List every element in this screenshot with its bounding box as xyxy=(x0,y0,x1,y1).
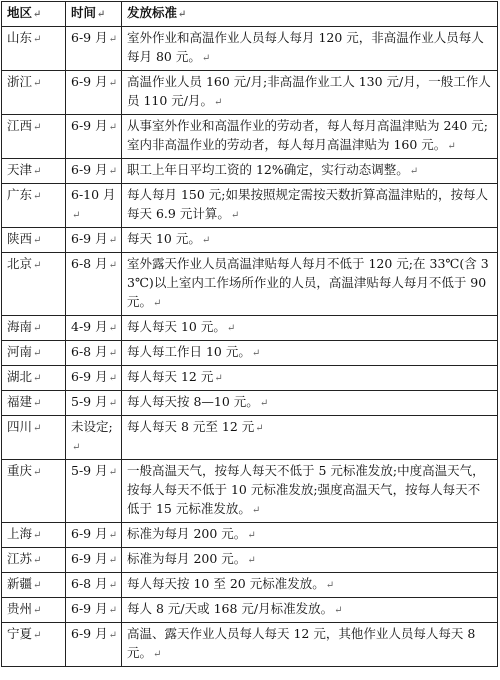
cell-region xyxy=(2,27,66,71)
cell-standard xyxy=(122,159,498,184)
paragraph-mark-icon: ↵ xyxy=(201,235,211,246)
table-row xyxy=(2,548,498,573)
paragraph-mark-icon: ↵ xyxy=(108,323,117,334)
cell-region-text: 广东 xyxy=(7,187,33,202)
paragraph-mark-icon: ↵ xyxy=(214,97,223,108)
table-row xyxy=(2,523,498,548)
cell-region xyxy=(2,71,66,115)
paragraph-mark-icon: ↵ xyxy=(33,605,42,616)
paragraph-mark-icon: ↵ xyxy=(247,555,256,566)
cell-time xyxy=(66,416,122,460)
cell-standard-text: 一般高温天气，按每人每天不低于 5 元标准发放;中度高温天气，按每人每天不低于 10 元标准发放;强度高温天气，按每人每天不低于 15 元标准发放。 xyxy=(127,463,485,516)
cell-standard-text: 每人每天 10 元。 xyxy=(127,319,226,334)
cell-standard xyxy=(122,316,498,341)
cell-time xyxy=(66,71,122,115)
cell-standard-text: 每人每天按 8—10 元。 xyxy=(127,394,259,409)
cell-standard xyxy=(122,573,498,598)
paragraph-mark-icon: ↵ xyxy=(33,122,42,133)
cell-region xyxy=(2,184,66,228)
cell-time xyxy=(66,523,122,548)
cell-region-text: 湖北 xyxy=(7,369,33,384)
paragraph-mark-icon: ↵ xyxy=(33,630,42,641)
paragraph-mark-icon: ↵ xyxy=(108,630,117,641)
cell-time-text: 6-9 月 xyxy=(71,601,108,616)
cell-region xyxy=(2,623,66,667)
cell-standard-text: 高温作业人员 160 元/月;非高温作业工人 130 元/月，一般工作人员 110 元/月。 xyxy=(127,74,491,108)
cell-region-text: 北京 xyxy=(7,256,33,271)
table-row xyxy=(2,598,498,623)
cell-standard-text: 每人每天按 10 至 20 元标准发放。 xyxy=(127,576,325,591)
paragraph-mark-icon: ↵ xyxy=(33,78,42,89)
paragraph-mark-icon: ↵ xyxy=(72,210,81,221)
cell-standard xyxy=(122,366,498,391)
paragraph-mark-icon: ↵ xyxy=(33,530,42,541)
paragraph-mark-icon: ↵ xyxy=(33,580,42,591)
paragraph-mark-icon: ↵ xyxy=(153,298,162,309)
header-time xyxy=(66,2,122,27)
cell-region-text: 陕西 xyxy=(7,231,33,246)
paragraph-mark-icon: ↵ xyxy=(33,260,42,271)
cell-region xyxy=(2,341,66,366)
cell-region-text: 海南 xyxy=(7,319,33,334)
cell-standard xyxy=(122,184,498,228)
cell-time-text: 6-9 月 xyxy=(71,369,108,384)
cell-standard-text: 室外露天作业人员高温津贴每人每月不低于 120 元;在 33℃(含 33℃)以上室内工作场所作业的人员，高温津贴每人每月不低于 90 元。 xyxy=(127,256,489,309)
paragraph-mark-icon: ↵ xyxy=(447,141,456,152)
cell-time xyxy=(66,316,122,341)
paragraph-mark-icon: ↵ xyxy=(33,34,42,45)
cell-region xyxy=(2,460,66,523)
cell-standard xyxy=(122,115,498,159)
header-standard xyxy=(122,2,498,27)
cell-region xyxy=(2,573,66,598)
paragraph-mark-icon: ↵ xyxy=(33,191,42,202)
paragraph-mark-icon: ↵ xyxy=(97,9,106,20)
paragraph-mark-icon: ↵ xyxy=(108,398,117,409)
cell-region-text: 江苏 xyxy=(7,551,33,566)
cell-region-text: 福建 xyxy=(7,394,33,409)
cell-standard xyxy=(122,548,498,573)
cell-time xyxy=(66,159,122,184)
header-time-label: 时间 xyxy=(71,5,97,20)
paragraph-mark-icon: ↵ xyxy=(108,166,117,177)
table-header-row xyxy=(2,2,498,27)
cell-standard-text: 每天 10 元。 xyxy=(127,231,201,246)
cell-region xyxy=(2,228,66,253)
paragraph-mark-icon: ↵ xyxy=(33,555,42,566)
paragraph-mark-icon: ↵ xyxy=(72,442,81,453)
cell-time-text: 4-9 月 xyxy=(71,319,108,334)
cell-time xyxy=(66,341,122,366)
cell-time xyxy=(66,184,122,228)
table-row xyxy=(2,341,498,366)
cell-time-text: 未设定; xyxy=(71,419,113,434)
cell-standard xyxy=(122,71,498,115)
cell-time xyxy=(66,573,122,598)
cell-time-text: 6-9 月 xyxy=(71,231,108,246)
cell-time-text: 6-9 月 xyxy=(71,30,108,45)
paragraph-mark-icon: ↵ xyxy=(409,166,419,177)
paragraph-mark-icon: ↵ xyxy=(325,580,335,591)
table-body xyxy=(2,27,498,667)
cell-time xyxy=(66,253,122,316)
paragraph-mark-icon: ↵ xyxy=(108,235,117,246)
table-row xyxy=(2,391,498,416)
cell-time xyxy=(66,548,122,573)
paragraph-mark-icon: ↵ xyxy=(259,398,269,409)
cell-region xyxy=(2,316,66,341)
cell-standard-text: 每人每天 12 元 xyxy=(127,369,214,384)
paragraph-mark-icon: ↵ xyxy=(108,78,117,89)
cell-standard xyxy=(122,228,498,253)
table-row xyxy=(2,115,498,159)
paragraph-mark-icon: ↵ xyxy=(226,323,236,334)
cell-standard-text: 高温、露天作业人员每人每天 12 元，其他作业人员每人每天 8 元。 xyxy=(127,626,476,660)
header-standard-label: 发放标准 xyxy=(127,5,178,20)
table-row xyxy=(2,623,498,667)
cell-region xyxy=(2,366,66,391)
cell-region-text: 重庆 xyxy=(7,463,33,478)
cell-time-text: 6-8 月 xyxy=(71,256,108,271)
table-row xyxy=(2,27,498,71)
cell-standard xyxy=(122,598,498,623)
cell-region xyxy=(2,416,66,460)
paragraph-mark-icon: ↵ xyxy=(33,348,42,359)
cell-time-text: 6-10 月 xyxy=(71,187,116,202)
table-row xyxy=(2,416,498,460)
table-row xyxy=(2,366,498,391)
cell-standard xyxy=(122,460,498,523)
table-row xyxy=(2,71,498,115)
table-row xyxy=(2,573,498,598)
cell-time-text: 6-9 月 xyxy=(71,551,108,566)
cell-region-text: 江西 xyxy=(7,118,33,133)
cell-standard xyxy=(122,27,498,71)
table-row xyxy=(2,184,498,228)
cell-standard xyxy=(122,523,498,548)
cell-region xyxy=(2,159,66,184)
cell-region xyxy=(2,598,66,623)
paragraph-mark-icon: ↵ xyxy=(33,323,42,334)
cell-region-text: 四川 xyxy=(7,419,33,434)
cell-time-text: 5-9 月 xyxy=(71,463,108,478)
paragraph-mark-icon: ↵ xyxy=(230,210,240,221)
paragraph-mark-icon: ↵ xyxy=(108,122,117,133)
paragraph-mark-icon: ↵ xyxy=(108,555,117,566)
cell-time-text: 6-9 月 xyxy=(71,162,108,177)
paragraph-mark-icon: ↵ xyxy=(201,53,211,64)
paragraph-mark-icon: ↵ xyxy=(33,235,42,246)
paragraph-mark-icon: ↵ xyxy=(33,166,42,177)
cell-region xyxy=(2,115,66,159)
paragraph-mark-icon: ↵ xyxy=(251,505,261,516)
paragraph-mark-icon: ↵ xyxy=(251,348,261,359)
cell-standard-text: 每人 8 元/天或 168 元/月标准发放。 xyxy=(127,601,334,616)
cell-standard-text: 每人每天 8 元至 12 元 xyxy=(127,419,255,434)
cell-time xyxy=(66,598,122,623)
cell-time xyxy=(66,115,122,159)
cell-region xyxy=(2,253,66,316)
cell-time xyxy=(66,460,122,523)
cell-standard-text: 职工上年日平均工资的 12%确定，实行动态调整。 xyxy=(127,162,409,177)
cell-standard xyxy=(122,253,498,316)
cell-standard-text: 标准为每月 200 元。 xyxy=(127,551,247,566)
high-temperature-allowance-table xyxy=(1,1,498,667)
cell-region xyxy=(2,391,66,416)
cell-region-text: 宁夏 xyxy=(7,626,33,641)
paragraph-mark-icon: ↵ xyxy=(214,373,223,384)
cell-region-text: 浙江 xyxy=(7,74,33,89)
cell-time xyxy=(66,623,122,667)
cell-time-text: 6-9 月 xyxy=(71,74,108,89)
paragraph-mark-icon: ↵ xyxy=(178,9,187,20)
cell-region-text: 贵州 xyxy=(7,601,33,616)
table-row xyxy=(2,253,498,316)
table-row xyxy=(2,228,498,253)
cell-standard xyxy=(122,341,498,366)
paragraph-mark-icon: ↵ xyxy=(255,423,264,434)
cell-time-text: 6-9 月 xyxy=(71,526,108,541)
paragraph-mark-icon: ↵ xyxy=(108,373,117,384)
cell-region-text: 新疆 xyxy=(7,576,33,591)
paragraph-mark-icon: ↵ xyxy=(33,467,42,478)
cell-standard xyxy=(122,416,498,460)
cell-time-text: 5-9 月 xyxy=(71,394,108,409)
paragraph-mark-icon: ↵ xyxy=(153,649,162,660)
paragraph-mark-icon: ↵ xyxy=(33,9,42,20)
cell-time-text: 6-8 月 xyxy=(71,576,108,591)
header-region-label: 地区 xyxy=(7,5,33,20)
paragraph-mark-icon: ↵ xyxy=(334,605,343,616)
cell-standard-text: 每人每月 150 元;如果按照规定需按天数折算高温津贴的，按每人每天 6.9 元计算。 xyxy=(127,187,489,221)
cell-standard xyxy=(122,623,498,667)
cell-standard-text: 从事室外作业和高温作业的劳动者，每人每月高温津贴为 240 元;室内非高温作业的劳动者，每人每月高温津贴为 160 元。 xyxy=(127,118,489,152)
cell-time xyxy=(66,27,122,71)
table-row xyxy=(2,460,498,523)
cell-region xyxy=(2,523,66,548)
cell-region-text: 上海 xyxy=(7,526,33,541)
paragraph-mark-icon: ↵ xyxy=(108,348,117,359)
cell-region xyxy=(2,548,66,573)
paragraph-mark-icon: ↵ xyxy=(108,467,117,478)
cell-time xyxy=(66,391,122,416)
paragraph-mark-icon: ↵ xyxy=(108,530,117,541)
table-row xyxy=(2,159,498,184)
paragraph-mark-icon: ↵ xyxy=(108,34,117,45)
header-region xyxy=(2,2,66,27)
paragraph-mark-icon: ↵ xyxy=(108,580,117,591)
cell-time-text: 6-8 月 xyxy=(71,344,108,359)
cell-time-text: 6-9 月 xyxy=(71,118,108,133)
cell-standard-text: 室外作业和高温作业人员每人每月 120 元，非高温作业人员每人每月 80 元。 xyxy=(127,30,484,64)
cell-standard-text: 标准为每月 200 元。 xyxy=(127,526,247,541)
cell-standard xyxy=(122,391,498,416)
paragraph-mark-icon: ↵ xyxy=(33,398,42,409)
cell-time xyxy=(66,366,122,391)
document-page xyxy=(1,1,497,667)
cell-time xyxy=(66,228,122,253)
cell-time-text: 6-9 月 xyxy=(71,626,108,641)
paragraph-mark-icon: ↵ xyxy=(247,530,256,541)
cell-region-text: 河南 xyxy=(7,344,33,359)
cell-standard-text: 每人每工作日 10 元。 xyxy=(127,344,251,359)
table-row xyxy=(2,316,498,341)
cell-region-text: 山东 xyxy=(7,30,33,45)
paragraph-mark-icon: ↵ xyxy=(108,605,117,616)
cell-region-text: 天津 xyxy=(7,162,33,177)
paragraph-mark-icon: ↵ xyxy=(33,423,42,434)
paragraph-mark-icon: ↵ xyxy=(108,260,117,271)
paragraph-mark-icon: ↵ xyxy=(33,373,42,384)
